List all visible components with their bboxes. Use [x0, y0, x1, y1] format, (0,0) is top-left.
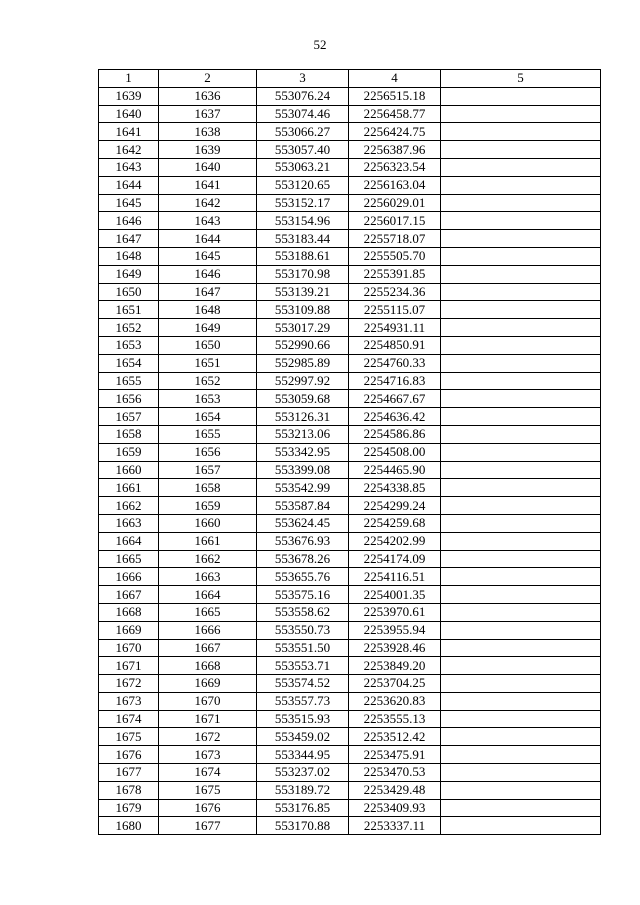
table-cell: 2254465.90 [349, 461, 441, 479]
table-cell: 1671 [159, 710, 257, 728]
table-cell: 2254116.51 [349, 568, 441, 586]
table-cell: 2254716.83 [349, 372, 441, 390]
table-cell: 1650 [99, 283, 159, 301]
table-cell: 1638 [159, 123, 257, 141]
coordinates-table [98, 69, 601, 835]
table-cell: 1661 [159, 532, 257, 550]
table-cell: 1648 [99, 247, 159, 265]
table-cell: 2256458.77 [349, 105, 441, 123]
table-cell: 553154.96 [257, 212, 349, 230]
table-cell: 2254259.68 [349, 514, 441, 532]
table-cell: 1651 [159, 354, 257, 372]
table-cell: 1646 [159, 265, 257, 283]
table-cell: 553655.76 [257, 568, 349, 586]
table-body [99, 87, 601, 834]
table-cell: 1657 [99, 408, 159, 426]
table-cell [441, 639, 601, 657]
table-cell: 553063.21 [257, 158, 349, 176]
table-cell: 553344.95 [257, 746, 349, 764]
table-cell: 552990.66 [257, 336, 349, 354]
table-cell: 1661 [99, 479, 159, 497]
table-row [99, 657, 601, 675]
table-cell: 553553.71 [257, 657, 349, 675]
table-cell [441, 283, 601, 301]
table-cell: 1654 [159, 408, 257, 426]
table-cell [441, 123, 601, 141]
table-cell: 2253337.11 [349, 817, 441, 835]
table-cell: 553183.44 [257, 230, 349, 248]
table-cell: 2253429.48 [349, 781, 441, 799]
table-cell: 2253704.25 [349, 675, 441, 693]
column-header: 4 [349, 70, 441, 88]
table-cell: 1656 [159, 443, 257, 461]
table-row [99, 283, 601, 301]
table-cell: 553624.45 [257, 514, 349, 532]
table-row [99, 301, 601, 319]
table-cell: 1636 [159, 87, 257, 105]
table-cell: 1643 [159, 212, 257, 230]
table-cell: 2253849.20 [349, 657, 441, 675]
table-cell: 553066.27 [257, 123, 349, 141]
table-row [99, 675, 601, 693]
table-cell: 553459.02 [257, 728, 349, 746]
column-header: 5 [441, 70, 601, 88]
table-cell [441, 799, 601, 817]
table-cell: 553515.93 [257, 710, 349, 728]
table-cell: 2254299.24 [349, 497, 441, 515]
table-row [99, 230, 601, 248]
table-row [99, 265, 601, 283]
table-cell: 1655 [159, 425, 257, 443]
table-cell: 1660 [99, 461, 159, 479]
table-cell: 2253475.91 [349, 746, 441, 764]
table-cell: 2256424.75 [349, 123, 441, 141]
table-cell [441, 657, 601, 675]
table-cell: 1680 [99, 817, 159, 835]
table-row [99, 141, 601, 159]
table-cell: 1658 [159, 479, 257, 497]
table-cell [441, 746, 601, 764]
table-cell [441, 87, 601, 105]
table-cell: 2253970.61 [349, 603, 441, 621]
table-cell: 1676 [159, 799, 257, 817]
table-cell: 1653 [159, 390, 257, 408]
table-row [99, 176, 601, 194]
table-row [99, 194, 601, 212]
table-cell: 1654 [99, 354, 159, 372]
table-cell: 1675 [159, 781, 257, 799]
table-row [99, 497, 601, 515]
table-cell: 1643 [99, 158, 159, 176]
table-row [99, 764, 601, 782]
table-cell: 1656 [99, 390, 159, 408]
table-cell: 553678.26 [257, 550, 349, 568]
table-cell [441, 781, 601, 799]
table-row [99, 319, 601, 337]
table-row [99, 550, 601, 568]
table-cell: 1660 [159, 514, 257, 532]
table-row [99, 443, 601, 461]
table-row [99, 158, 601, 176]
column-header: 2 [159, 70, 257, 88]
table-cell: 1663 [159, 568, 257, 586]
table-cell: 553551.50 [257, 639, 349, 657]
table-cell: 1652 [159, 372, 257, 390]
table-cell [441, 692, 601, 710]
table-row [99, 354, 601, 372]
table-cell: 553399.08 [257, 461, 349, 479]
table-cell: 1649 [159, 319, 257, 337]
table-cell [441, 408, 601, 426]
table-cell [441, 336, 601, 354]
table-cell: 553109.88 [257, 301, 349, 319]
table-cell: 1648 [159, 301, 257, 319]
table-cell: 2253409.93 [349, 799, 441, 817]
table-cell [441, 532, 601, 550]
table-cell: 1641 [159, 176, 257, 194]
table-cell: 1640 [159, 158, 257, 176]
table-cell [441, 710, 601, 728]
table-cell: 1644 [99, 176, 159, 194]
table-row [99, 123, 601, 141]
table-row [99, 390, 601, 408]
table-row [99, 461, 601, 479]
table-row [99, 586, 601, 604]
table-cell [441, 497, 601, 515]
table-cell [441, 158, 601, 176]
table-row [99, 87, 601, 105]
table-cell: 553074.46 [257, 105, 349, 123]
table-cell: 2254174.09 [349, 550, 441, 568]
table-cell: 1677 [99, 764, 159, 782]
table-cell: 1642 [99, 141, 159, 159]
table-cell: 2255505.70 [349, 247, 441, 265]
table-cell: 1674 [99, 710, 159, 728]
table-row [99, 710, 601, 728]
table-cell: 2253620.83 [349, 692, 441, 710]
table-cell: 2255115.07 [349, 301, 441, 319]
table-row [99, 799, 601, 817]
table-cell: 1639 [99, 87, 159, 105]
table-cell: 553550.73 [257, 621, 349, 639]
table-row [99, 408, 601, 426]
table-cell: 2254202.99 [349, 532, 441, 550]
table-cell: 553213.06 [257, 425, 349, 443]
table-cell: 2253512.42 [349, 728, 441, 746]
table-cell: 2254760.33 [349, 354, 441, 372]
table-cell [441, 514, 601, 532]
table-cell: 1679 [99, 799, 159, 817]
table-cell: 1672 [99, 675, 159, 693]
table-row [99, 372, 601, 390]
table-cell: 1655 [99, 372, 159, 390]
table-header-row [99, 70, 601, 88]
table-cell: 1664 [159, 586, 257, 604]
table-cell: 1672 [159, 728, 257, 746]
table-cell: 1653 [99, 336, 159, 354]
table-cell [441, 301, 601, 319]
table-cell [441, 372, 601, 390]
table-row [99, 336, 601, 354]
table-cell [441, 105, 601, 123]
table-cell: 2253928.46 [349, 639, 441, 657]
table-cell: 2254338.85 [349, 479, 441, 497]
table-cell: 1642 [159, 194, 257, 212]
table-cell: 553587.84 [257, 497, 349, 515]
table-cell: 1665 [159, 603, 257, 621]
column-header: 3 [257, 70, 349, 88]
table-cell: 2253470.53 [349, 764, 441, 782]
table-cell: 1662 [99, 497, 159, 515]
table-cell: 1671 [99, 657, 159, 675]
table-cell [441, 176, 601, 194]
table-cell: 553676.93 [257, 532, 349, 550]
table-cell [441, 247, 601, 265]
table-cell [441, 194, 601, 212]
table-cell: 1667 [159, 639, 257, 657]
table-cell: 553342.95 [257, 443, 349, 461]
table-cell: 553120.65 [257, 176, 349, 194]
table-cell: 553139.21 [257, 283, 349, 301]
table-cell [441, 728, 601, 746]
table-cell: 1647 [99, 230, 159, 248]
table-row [99, 532, 601, 550]
table-cell: 1639 [159, 141, 257, 159]
table-cell [441, 461, 601, 479]
table-cell: 553076.24 [257, 87, 349, 105]
table-cell: 1666 [99, 568, 159, 586]
table-cell: 2256017.15 [349, 212, 441, 230]
table-cell [441, 586, 601, 604]
table-cell: 1669 [159, 675, 257, 693]
table-cell [441, 443, 601, 461]
table-cell: 1641 [99, 123, 159, 141]
table-cell: 553558.62 [257, 603, 349, 621]
table-cell: 2254931.11 [349, 319, 441, 337]
table-cell: 1646 [99, 212, 159, 230]
table-cell [441, 603, 601, 621]
table-cell: 1669 [99, 621, 159, 639]
table-cell: 2254850.91 [349, 336, 441, 354]
table-row [99, 692, 601, 710]
table-cell [441, 550, 601, 568]
table-cell: 553170.88 [257, 817, 349, 835]
table-cell: 1668 [159, 657, 257, 675]
table-cell: 1640 [99, 105, 159, 123]
table-cell: 1673 [159, 746, 257, 764]
table-cell [441, 568, 601, 586]
table-row [99, 817, 601, 835]
table-cell [441, 479, 601, 497]
table-row [99, 479, 601, 497]
table-cell: 2255391.85 [349, 265, 441, 283]
table-cell: 1670 [159, 692, 257, 710]
table-cell: 1674 [159, 764, 257, 782]
table-cell: 2254636.42 [349, 408, 441, 426]
table-cell: 1665 [99, 550, 159, 568]
table-cell [441, 425, 601, 443]
table-cell: 1658 [99, 425, 159, 443]
table-cell: 1678 [99, 781, 159, 799]
table-cell: 1659 [99, 443, 159, 461]
table-cell [441, 265, 601, 283]
table-cell: 1676 [99, 746, 159, 764]
table-cell [441, 675, 601, 693]
table-cell: 1670 [99, 639, 159, 657]
table-cell: 1649 [99, 265, 159, 283]
table-cell: 553152.17 [257, 194, 349, 212]
table-cell: 553557.73 [257, 692, 349, 710]
table-cell [441, 212, 601, 230]
table-cell: 2256387.96 [349, 141, 441, 159]
table-cell: 1651 [99, 301, 159, 319]
table-cell: 1652 [99, 319, 159, 337]
table-cell: 552985.89 [257, 354, 349, 372]
table-cell: 1647 [159, 283, 257, 301]
table-cell: 552997.92 [257, 372, 349, 390]
table-cell: 553188.61 [257, 247, 349, 265]
table-cell [441, 354, 601, 372]
table-cell: 2253955.94 [349, 621, 441, 639]
table-cell: 2254667.67 [349, 390, 441, 408]
table-cell: 1675 [99, 728, 159, 746]
table-row [99, 568, 601, 586]
table-cell: 2255234.36 [349, 283, 441, 301]
table-cell: 1645 [159, 247, 257, 265]
table-cell: 553575.16 [257, 586, 349, 604]
table-row [99, 247, 601, 265]
table-cell: 1673 [99, 692, 159, 710]
table-cell: 1644 [159, 230, 257, 248]
table-cell: 553059.68 [257, 390, 349, 408]
table-row [99, 105, 601, 123]
table-cell [441, 621, 601, 639]
table-cell: 1668 [99, 603, 159, 621]
table-cell [441, 764, 601, 782]
table-cell: 1657 [159, 461, 257, 479]
table-row [99, 425, 601, 443]
table-cell: 1650 [159, 336, 257, 354]
table-cell: 1666 [159, 621, 257, 639]
table-cell [441, 390, 601, 408]
table-cell: 1659 [159, 497, 257, 515]
table-cell [441, 141, 601, 159]
table-cell: 1637 [159, 105, 257, 123]
table-cell: 2254001.35 [349, 586, 441, 604]
table-cell: 1663 [99, 514, 159, 532]
table-cell: 553176.85 [257, 799, 349, 817]
table-cell: 2256323.54 [349, 158, 441, 176]
table-cell [441, 319, 601, 337]
table-row [99, 746, 601, 764]
table-cell: 553542.99 [257, 479, 349, 497]
page-number: 52 [313, 37, 327, 52]
table-cell: 1667 [99, 586, 159, 604]
table-cell: 2254508.00 [349, 443, 441, 461]
table-cell: 2256515.18 [349, 87, 441, 105]
table-row [99, 514, 601, 532]
table-cell: 2256029.01 [349, 194, 441, 212]
table-row [99, 603, 601, 621]
table-cell [441, 230, 601, 248]
table-cell: 553574.52 [257, 675, 349, 693]
table-cell: 553170.98 [257, 265, 349, 283]
table-cell: 1664 [99, 532, 159, 550]
table-row [99, 781, 601, 799]
table-cell: 553189.72 [257, 781, 349, 799]
table-row [99, 621, 601, 639]
table-cell: 1662 [159, 550, 257, 568]
table-cell: 1645 [99, 194, 159, 212]
table-cell: 553237.02 [257, 764, 349, 782]
table-row [99, 728, 601, 746]
table-cell [441, 817, 601, 835]
table-cell: 553017.29 [257, 319, 349, 337]
table-row [99, 212, 601, 230]
table-cell: 553057.40 [257, 141, 349, 159]
table-cell: 553126.31 [257, 408, 349, 426]
table-cell: 2253555.13 [349, 710, 441, 728]
table-row [99, 639, 601, 657]
table-cell: 2254586.86 [349, 425, 441, 443]
column-header: 1 [99, 70, 159, 88]
table-cell: 1677 [159, 817, 257, 835]
table-cell: 2256163.04 [349, 176, 441, 194]
table-cell: 2255718.07 [349, 230, 441, 248]
